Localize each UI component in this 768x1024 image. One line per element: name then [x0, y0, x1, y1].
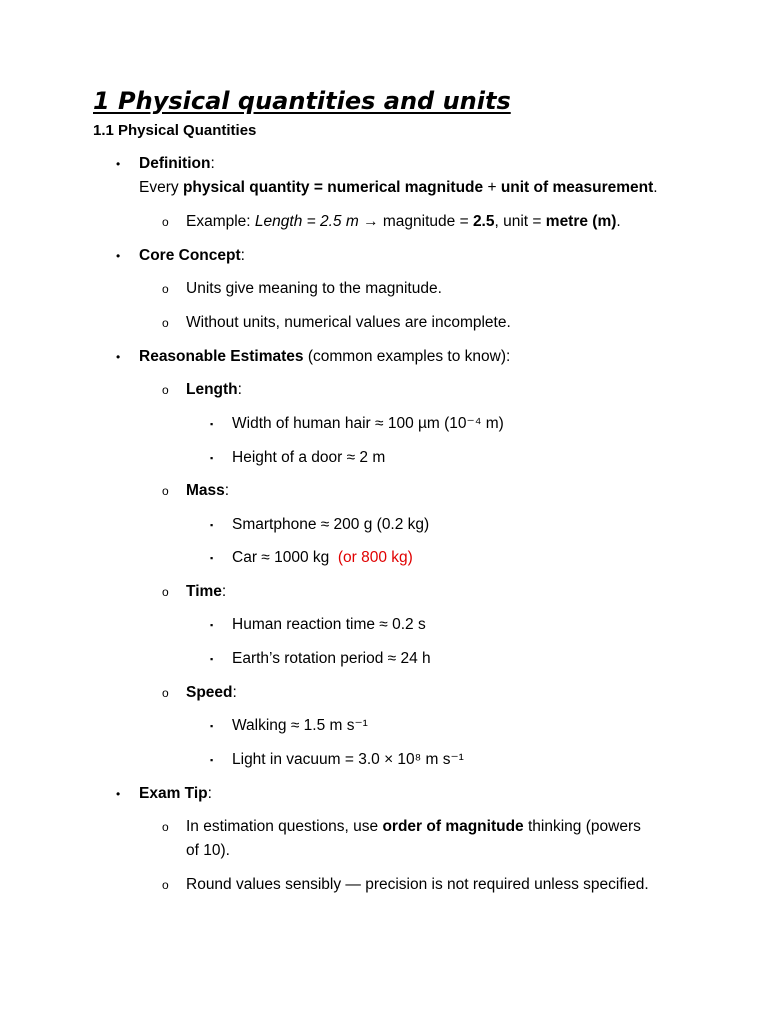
sub-bullet-icon: o: [162, 383, 169, 397]
bullet-icon: •: [116, 157, 121, 171]
list-item: Earth’s rotation period ≈ 24 h: [232, 650, 431, 667]
list-item: Round values sensibly — precision is not required unless specified.: [186, 876, 649, 893]
list-item: Without units, numerical values are incomplete.: [186, 314, 511, 331]
time-heading: Time:: [186, 583, 227, 600]
sub-bullet-icon: o: [162, 585, 169, 599]
sub-bullet-icon: o: [162, 316, 169, 330]
length-heading: Length:: [186, 381, 242, 398]
bullet-icon: •: [116, 350, 121, 364]
definition-heading: Definition:: [139, 155, 215, 172]
section-heading: 1.1 Physical Quantities: [93, 122, 257, 139]
exam-tip-heading: Exam Tip:: [139, 785, 212, 802]
list-item: Width of human hair ≈ 100 µm (10⁻⁴ m): [232, 415, 504, 432]
speed-heading: Speed:: [186, 684, 237, 701]
list-item: Smartphone ≈ 200 g (0.2 kg): [232, 516, 430, 533]
handwritten-correction: (or 800 kg): [337, 549, 413, 566]
square-bullet-icon: ▪: [210, 419, 214, 429]
mass-heading: Mass:: [186, 482, 230, 499]
square-bullet-icon: ▪: [210, 553, 214, 563]
square-bullet-icon: ▪: [210, 755, 214, 765]
definition-example: Example: Length = 2.5 m → magnitude = 2.5, unit = metre (m).: [186, 213, 621, 230]
list-item: Units give meaning to the magnitude.: [186, 280, 442, 297]
bullet-icon: •: [116, 787, 121, 801]
square-bullet-icon: ▪: [210, 654, 214, 664]
sub-bullet-icon: o: [162, 686, 169, 700]
list-item: Car ≈ 1000 kg (or 800 kg): [232, 549, 413, 566]
square-bullet-icon: ▪: [210, 453, 214, 463]
reasonable-estimates-heading: Reasonable Estimates (common examples to know):: [139, 348, 511, 365]
list-item: Walking ≈ 1.5 m s⁻¹: [232, 717, 368, 734]
list-item: Height of a door ≈ 2 m: [232, 449, 386, 466]
list-item: Light in vacuum = 3.0 × 10⁸ m s⁻¹: [232, 751, 464, 768]
bullet-icon: •: [116, 249, 121, 263]
definition-text: Every physical quantity = numerical magnitude + unit of measurement.: [139, 179, 658, 196]
sub-bullet-icon: o: [162, 215, 169, 229]
square-bullet-icon: ▪: [210, 721, 214, 731]
square-bullet-icon: ▪: [210, 620, 214, 630]
sub-bullet-icon: o: [162, 484, 169, 498]
definition-label: Definition: [139, 155, 211, 172]
square-bullet-icon: ▪: [210, 520, 214, 530]
sub-bullet-icon: o: [162, 820, 169, 834]
core-concept-heading: Core Concept:: [139, 247, 245, 264]
list-item-continuation: of 10).: [186, 842, 230, 859]
list-item: Human reaction time ≈ 0.2 s: [232, 616, 426, 633]
sub-bullet-icon: o: [162, 282, 169, 296]
page-title: 1 Physical quantities and units: [93, 87, 511, 115]
list-item: In estimation questions, use order of magnitude thinking (powers: [186, 818, 641, 835]
sub-bullet-icon: o: [162, 878, 169, 892]
